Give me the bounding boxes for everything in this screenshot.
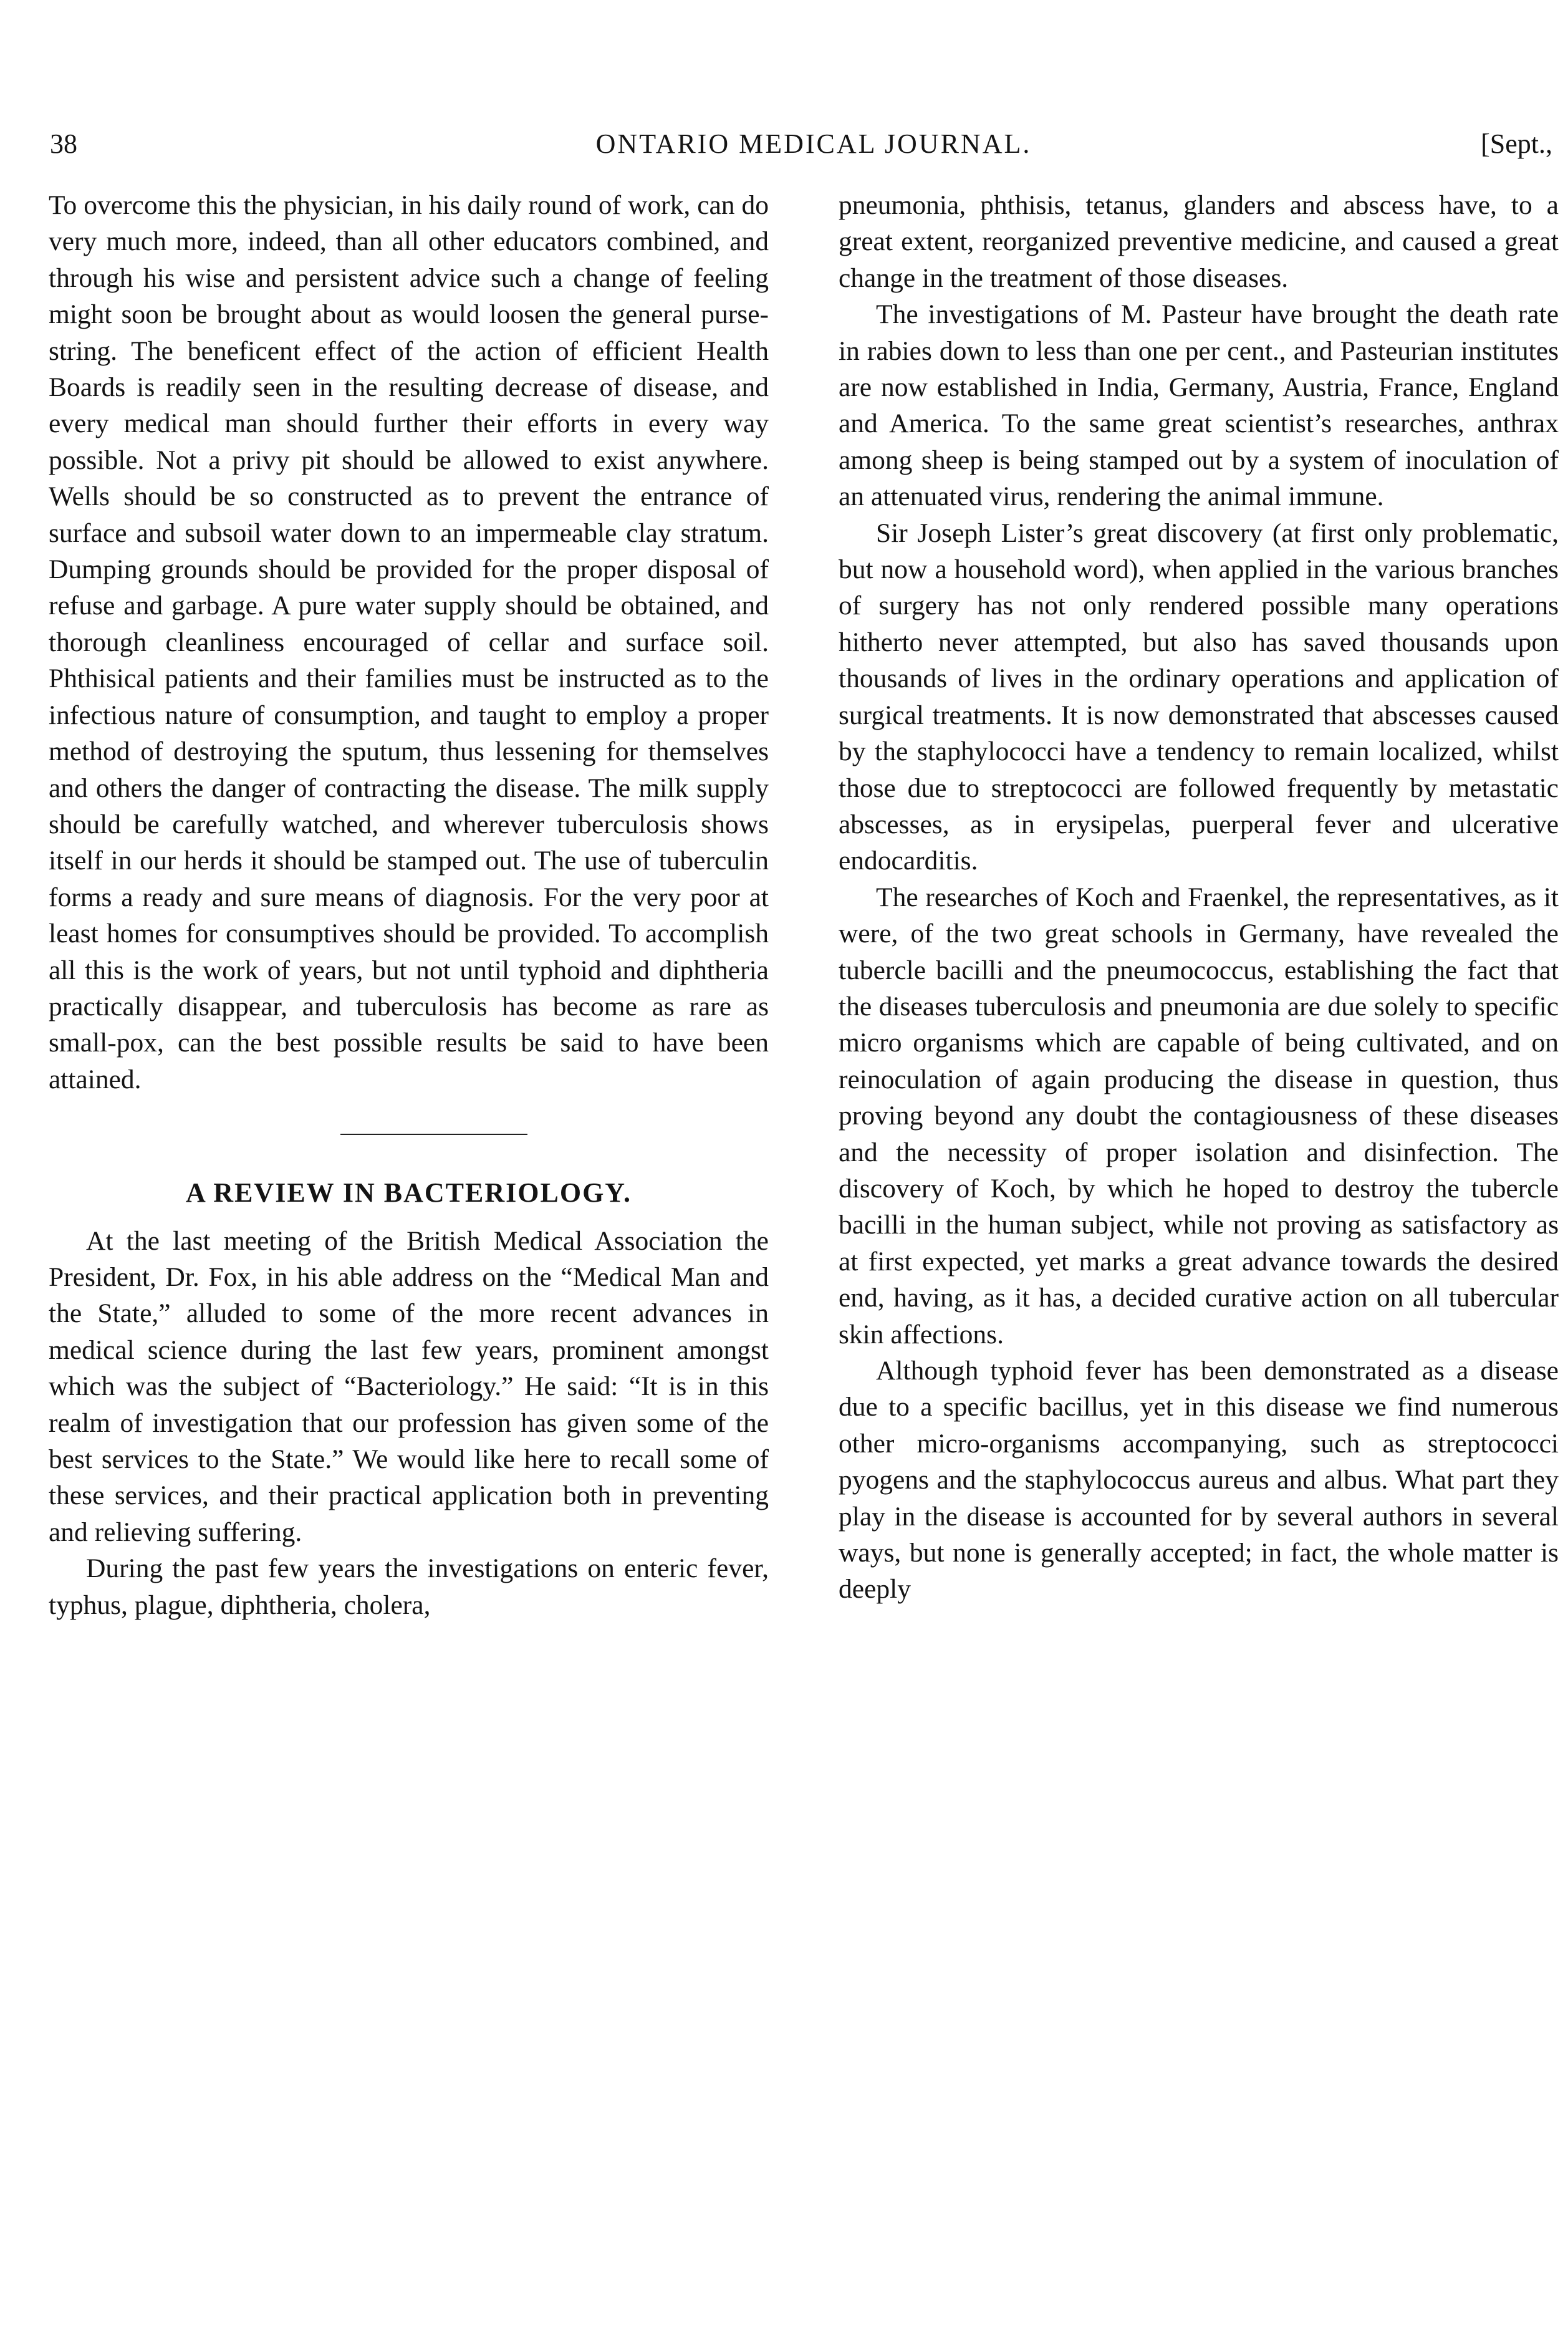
paragraph: Sir Joseph Lister’s great discovery (at first only problematic, but now a household word), when applied in the various branches of surgery has not only rendered possible many operations hitherto never attempted, but also has saved thousands upon thousands of lives in the ordinary operations and application of surgical treatments. It is now demonstrated that abscesses caused by the staphylococci have a tendency to remain localized, whilst those due to streptococci are followed frequently by metastatic abscesses, as in erysipelas, puerperal fever and ulcerative endocarditis.: [839, 518, 1559, 876]
section-divider: [340, 1134, 527, 1135]
paragraph: During the past few years the investigations on enteric fever, typhus, plague, diphtheria, cholera,: [49, 1553, 769, 1620]
page-number: 38: [50, 128, 77, 159]
left-column: [49, 187, 769, 1623]
paragraph: Although typhoid fever has been demonstrated as a disease due to a specific bacillus, yet in this disease we find numerous other micro-organisms accompanying, such as streptococci pyogens and the staphylococcus aureus and albus. What part they play in the disease is accounted for by several authors in several ways, but none is generally accepted; in fact, the whole matter is deeply: [839, 1356, 1559, 1605]
paragraph: The investigations of M. Pasteur have brought the death rate in rabies down to less than one per cent., and Pasteurian institutes are now established in India, Germany, Austria, France, England and America. To the same great scientist’s researches, anthrax among sheep is being stamped out by a system of inoculation of an attenuated virus, rendering the animal immune.: [839, 299, 1559, 512]
paragraph: The researches of Koch and Fraenkel, the representatives, as it were, of the two great schools in Germany, have revealed the tubercle bacilli and the pneumococcus, establishing the fact that the diseases tuberculosis and pneumonia are due solely to specific micro organisms which are capable of being cultivated, and on reinoculation of again producing the disease in question, thus proving beyond any doubt the contagiousness of these diseases and the necessity of proper isolation and disinfection. The discovery of Koch, by which he hoped to destroy the tubercle bacilli in the human subject, while not proving as satisfactory as at first expected, yet marks a great advance towards the desired end, having, as it has, a decided curative action on all tubercular skin affections.: [839, 882, 1559, 1349]
section-title: A REVIEW IN BACTERIOLOGY.: [185, 1177, 632, 1209]
issue-label: [Sept.,: [1481, 128, 1552, 159]
right-column: [839, 187, 1559, 1608]
paragraph: pneumonia, phthisis, tetanus, glanders and abscess have, to a great extent, reorganized preventive medicine, and caused a great change in the treatment of those diseases.: [839, 190, 1559, 293]
page-header: [50, 128, 1568, 171]
running-title: ONTARIO MEDICAL JOURNAL.: [595, 128, 1032, 159]
paragraph: At the last meeting of the British Medical Association the President, Dr. Fox, in his able address on the “Medical Man and the State,” alluded to some of the more recent advances in medical science during the last few years, prominent amongst which was the subject of “Bacteriology.” He said: “It is in this realm of investigation that our profession has given some of the best services to the State.” We would like here to recall some of these services, and their practical application both in preventing and relieving suffering.: [49, 1225, 769, 1547]
paragraph: To overcome this the physician, in his daily round of work, can do very much more, indeed, than all other educators combined, and through his wise and persistent advice such a change of feeling might soon be brought about as would loosen the general purse-string. The beneficent effect of the action of efficient Health Boards is readily seen in the resulting decrease of disease, and every medical man should further their efforts in every way possible. Not a privy pit should be allowed to exist anywhere. Wells should be so constructed as to prevent the entrance of surface and subsoil water down to an impermeable clay stratum. Dumping grounds should be provided for the proper disposal of refuse and garbage. A pure water supply should be obtained, and thorough cleanliness encouraged of cellar and surface soil. Phthisical patients and their families must be instructed as to the infectious nature of consumption, and taught to employ a proper method of destroying the sputum, thus lessening for themselves and others the danger of contracting the disease. The milk supply should be carefully watched, and wherever tuberculosis shows itself in our herds it should be stamped out. The use of tuberculin forms a ready and sure means of diagnosis. For the very poor at least homes for consumptives should be provided. To accomplish all this is the work of years, but not until typhoid and diphtheria practically disappear, and tuberculosis has become as rare as small-pox, can the best possible results be said to have been attained.: [49, 190, 769, 1094]
